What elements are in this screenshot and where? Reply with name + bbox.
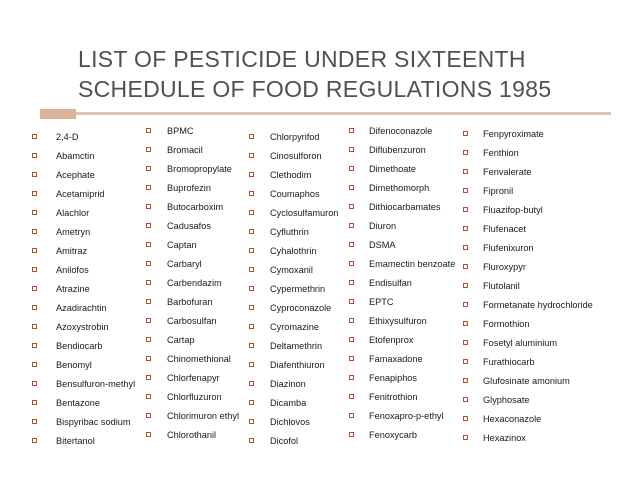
square-bullet-icon <box>249 381 254 386</box>
square-bullet-icon <box>32 343 37 348</box>
square-bullet-icon <box>349 413 354 418</box>
list-item-label: Dicamba <box>270 398 307 408</box>
list-item-label: Carbendazim <box>167 278 222 288</box>
list-item-label: Abamctin <box>56 151 95 161</box>
list-item-label: Diflubenzuron <box>369 145 426 155</box>
list-item-label: Emamectin benzoate <box>369 259 456 269</box>
square-bullet-icon <box>32 248 37 253</box>
square-bullet-icon <box>146 375 151 380</box>
list-item-label: 2,4-D <box>56 132 79 142</box>
square-bullet-icon <box>349 432 354 437</box>
square-bullet-icon <box>32 400 37 405</box>
square-bullet-icon <box>146 261 151 266</box>
list-item-label: Diuron <box>369 221 397 231</box>
list-item-label: Alachlor <box>56 208 90 218</box>
square-bullet-icon <box>349 318 354 323</box>
list-item-label: Cyhalothrin <box>270 246 317 256</box>
square-bullet-icon <box>349 337 354 342</box>
list-item-label: Bentazone <box>56 398 100 408</box>
square-bullet-icon <box>349 242 354 247</box>
list-item-label: Flufenixuron <box>483 243 534 253</box>
list-item-label: Cymoxanil <box>270 265 313 275</box>
list-item-label: Amitraz <box>56 246 88 256</box>
list-item-label: Bromopropylate <box>167 164 232 174</box>
square-bullet-icon <box>32 134 37 139</box>
square-bullet-icon <box>249 210 254 215</box>
square-bullet-icon <box>32 381 37 386</box>
square-bullet-icon <box>32 305 37 310</box>
list-item-label: Bendiocarb <box>56 341 103 351</box>
list-item-label: Cyromazine <box>270 322 320 332</box>
square-bullet-icon <box>463 435 468 440</box>
square-bullet-icon <box>349 394 354 399</box>
list-item-label: Fenoxycarb <box>369 430 418 440</box>
list-item-label: Fenthion <box>483 148 519 158</box>
square-bullet-icon <box>349 166 354 171</box>
square-bullet-icon <box>463 264 468 269</box>
list-item-label: Cinosulforon <box>270 151 322 161</box>
list-item-label: Atrazine <box>56 284 90 294</box>
square-bullet-icon <box>463 416 468 421</box>
square-bullet-icon <box>146 185 151 190</box>
square-bullet-icon <box>349 204 354 209</box>
list-item-label: EPTC <box>369 297 394 307</box>
list-item-label: Diazinon <box>270 379 306 389</box>
list-item-label: Fenvalerate <box>483 167 532 177</box>
list-item-label: Etofenprox <box>369 335 414 345</box>
square-bullet-icon <box>32 286 37 291</box>
list-item-label: Hexazinox <box>483 433 526 443</box>
list-item-label: Glufosinate amonium <box>483 376 570 386</box>
list-item-label: Fenapiphos <box>369 373 418 383</box>
square-bullet-icon <box>32 229 37 234</box>
list-item-label: BPMC <box>167 126 194 136</box>
list-item-label: Famaxadone <box>369 354 423 364</box>
list-item-label: Azadirachtin <box>56 303 107 313</box>
list-item-label: Chlorothanil <box>167 430 217 440</box>
square-bullet-icon <box>463 169 468 174</box>
square-bullet-icon <box>32 419 37 424</box>
list-item-label: Carbosulfan <box>167 316 217 326</box>
square-bullet-icon <box>32 153 37 158</box>
square-bullet-icon <box>463 245 468 250</box>
square-bullet-icon <box>349 299 354 304</box>
list-item-label: Bispyribac sodium <box>56 417 131 427</box>
square-bullet-icon <box>463 397 468 402</box>
list-item-label: Dicofol <box>270 436 299 446</box>
square-bullet-icon <box>249 419 254 424</box>
list-item-label: Chinomethional <box>167 354 231 364</box>
square-bullet-icon <box>249 400 254 405</box>
square-bullet-icon <box>146 318 151 323</box>
list-item-label: Fenitrothion <box>369 392 418 402</box>
square-bullet-icon <box>146 413 151 418</box>
list-item-label: DSMA <box>369 240 396 250</box>
list-item-label: Ametryn <box>56 227 91 237</box>
square-bullet-icon <box>249 286 254 291</box>
square-bullet-icon <box>349 185 354 190</box>
square-bullet-icon <box>463 207 468 212</box>
list-item-label: Chlorfenapyr <box>167 373 220 383</box>
square-bullet-icon <box>463 321 468 326</box>
square-bullet-icon <box>249 324 254 329</box>
list-item-label: Endisulfan <box>369 278 412 288</box>
list-item-label: Benomyl <box>56 360 92 370</box>
list-item-label: Bromacil <box>167 145 203 155</box>
square-bullet-icon <box>146 299 151 304</box>
list-item-label: Dimethoate <box>369 164 416 174</box>
square-bullet-icon <box>349 223 354 228</box>
list-item-label: Glyphosate <box>483 395 530 405</box>
list-item-label: Buprofezin <box>167 183 211 193</box>
square-bullet-icon <box>146 223 151 228</box>
title-underline <box>76 112 611 115</box>
list-item-label: Acetamiprid <box>56 189 105 199</box>
square-bullet-icon <box>463 340 468 345</box>
list-item-label: Clethodim <box>270 170 312 180</box>
list-item-label: Captan <box>167 240 197 250</box>
title-line-2: SCHEDULE OF FOOD REGULATIONS 1985 <box>78 76 552 102</box>
list-item-label: Azoxystrobin <box>56 322 109 332</box>
list-item-label: Cyclosulfamuron <box>270 208 339 218</box>
list-item-label: Ethixysulfuron <box>369 316 427 326</box>
square-bullet-icon <box>349 280 354 285</box>
square-bullet-icon <box>32 210 37 215</box>
list-item-label: Bensulfuron-methyl <box>56 379 136 389</box>
page-title <box>78 44 618 104</box>
list-item-label: Flufenacet <box>483 224 526 234</box>
list-item-label: Anilofos <box>56 265 89 275</box>
square-bullet-icon <box>463 283 468 288</box>
list-item-label: Fenpyroximate <box>483 129 544 139</box>
list-item-label: Carbaryl <box>167 259 202 269</box>
square-bullet-icon <box>249 305 254 310</box>
square-bullet-icon <box>249 343 254 348</box>
square-bullet-icon <box>463 302 468 307</box>
square-bullet-icon <box>146 356 151 361</box>
square-bullet-icon <box>463 378 468 383</box>
square-bullet-icon <box>146 166 151 171</box>
list-item-label: Chlorpyrifod <box>270 132 320 142</box>
square-bullet-icon <box>249 153 254 158</box>
square-bullet-icon <box>463 359 468 364</box>
list-item-label: Butocarboxim <box>167 202 224 212</box>
square-bullet-icon <box>249 267 254 272</box>
list-item-label: Deltamethrin <box>270 341 323 351</box>
list-item-label: Formetanate hydrochloride <box>483 300 593 310</box>
square-bullet-icon <box>32 191 37 196</box>
list-item-label: Cartap <box>167 335 195 345</box>
list-item-label: Cyfluthrin <box>270 227 309 237</box>
list-item-label: Cyproconazole <box>270 303 332 313</box>
list-item-label: Fenoxapro-p-ethyl <box>369 411 444 421</box>
list-item-label: Flutolanil <box>483 281 520 291</box>
square-bullet-icon <box>32 324 37 329</box>
square-bullet-icon <box>463 131 468 136</box>
list-item-label: Fluazifop-butyl <box>483 205 543 215</box>
list-item-label: Fosetyl aluminium <box>483 338 558 348</box>
list-item-label: Fluroxypyr <box>483 262 526 272</box>
list-item-label: Cypermethrin <box>270 284 326 294</box>
list-item-label: Diafenthiuron <box>270 360 325 370</box>
title-accent-bar <box>40 109 76 119</box>
square-bullet-icon <box>32 172 37 177</box>
list-item-label: Fipronil <box>483 186 514 196</box>
list-item-label: Chlorimuron ethyl <box>167 411 239 421</box>
list-item-label: Dithiocarbamates <box>369 202 441 212</box>
square-bullet-icon <box>32 438 37 443</box>
square-bullet-icon <box>463 150 468 155</box>
square-bullet-icon <box>32 267 37 272</box>
list-item-label: Hexaconazole <box>483 414 542 424</box>
list-item-label: Coumaphos <box>270 189 320 199</box>
title-line-1: LIST OF PESTICIDE UNDER SIXTEENTH <box>78 46 526 72</box>
square-bullet-icon <box>32 362 37 367</box>
square-bullet-icon <box>249 438 254 443</box>
square-bullet-icon <box>249 229 254 234</box>
square-bullet-icon <box>349 147 354 152</box>
list-item-label: Barbofuran <box>167 297 213 307</box>
square-bullet-icon <box>349 375 354 380</box>
list-item-label: Difenoconazole <box>369 126 433 136</box>
list-item-label: Chlorfluzuron <box>167 392 222 402</box>
square-bullet-icon <box>249 248 254 253</box>
list-item-label: Acephate <box>56 170 95 180</box>
list-item-label: Furathiocarb <box>483 357 535 367</box>
list-item-label: Dimethomorph <box>369 183 430 193</box>
list-item-label: Cadusafos <box>167 221 211 231</box>
square-bullet-icon <box>349 261 354 266</box>
square-bullet-icon <box>249 362 254 367</box>
square-bullet-icon <box>349 128 354 133</box>
square-bullet-icon <box>146 204 151 209</box>
square-bullet-icon <box>146 394 151 399</box>
square-bullet-icon <box>146 432 151 437</box>
list-item-label: Dichlovos <box>270 417 310 427</box>
square-bullet-icon <box>249 134 254 139</box>
square-bullet-icon <box>146 147 151 152</box>
list-item-label: Bitertanol <box>56 436 95 446</box>
square-bullet-icon <box>463 188 468 193</box>
square-bullet-icon <box>146 242 151 247</box>
list-item-label: Formothion <box>483 319 530 329</box>
square-bullet-icon <box>349 356 354 361</box>
square-bullet-icon <box>146 128 151 133</box>
square-bullet-icon <box>463 226 468 231</box>
square-bullet-icon <box>249 172 254 177</box>
square-bullet-icon <box>146 337 151 342</box>
square-bullet-icon <box>146 280 151 285</box>
square-bullet-icon <box>249 191 254 196</box>
